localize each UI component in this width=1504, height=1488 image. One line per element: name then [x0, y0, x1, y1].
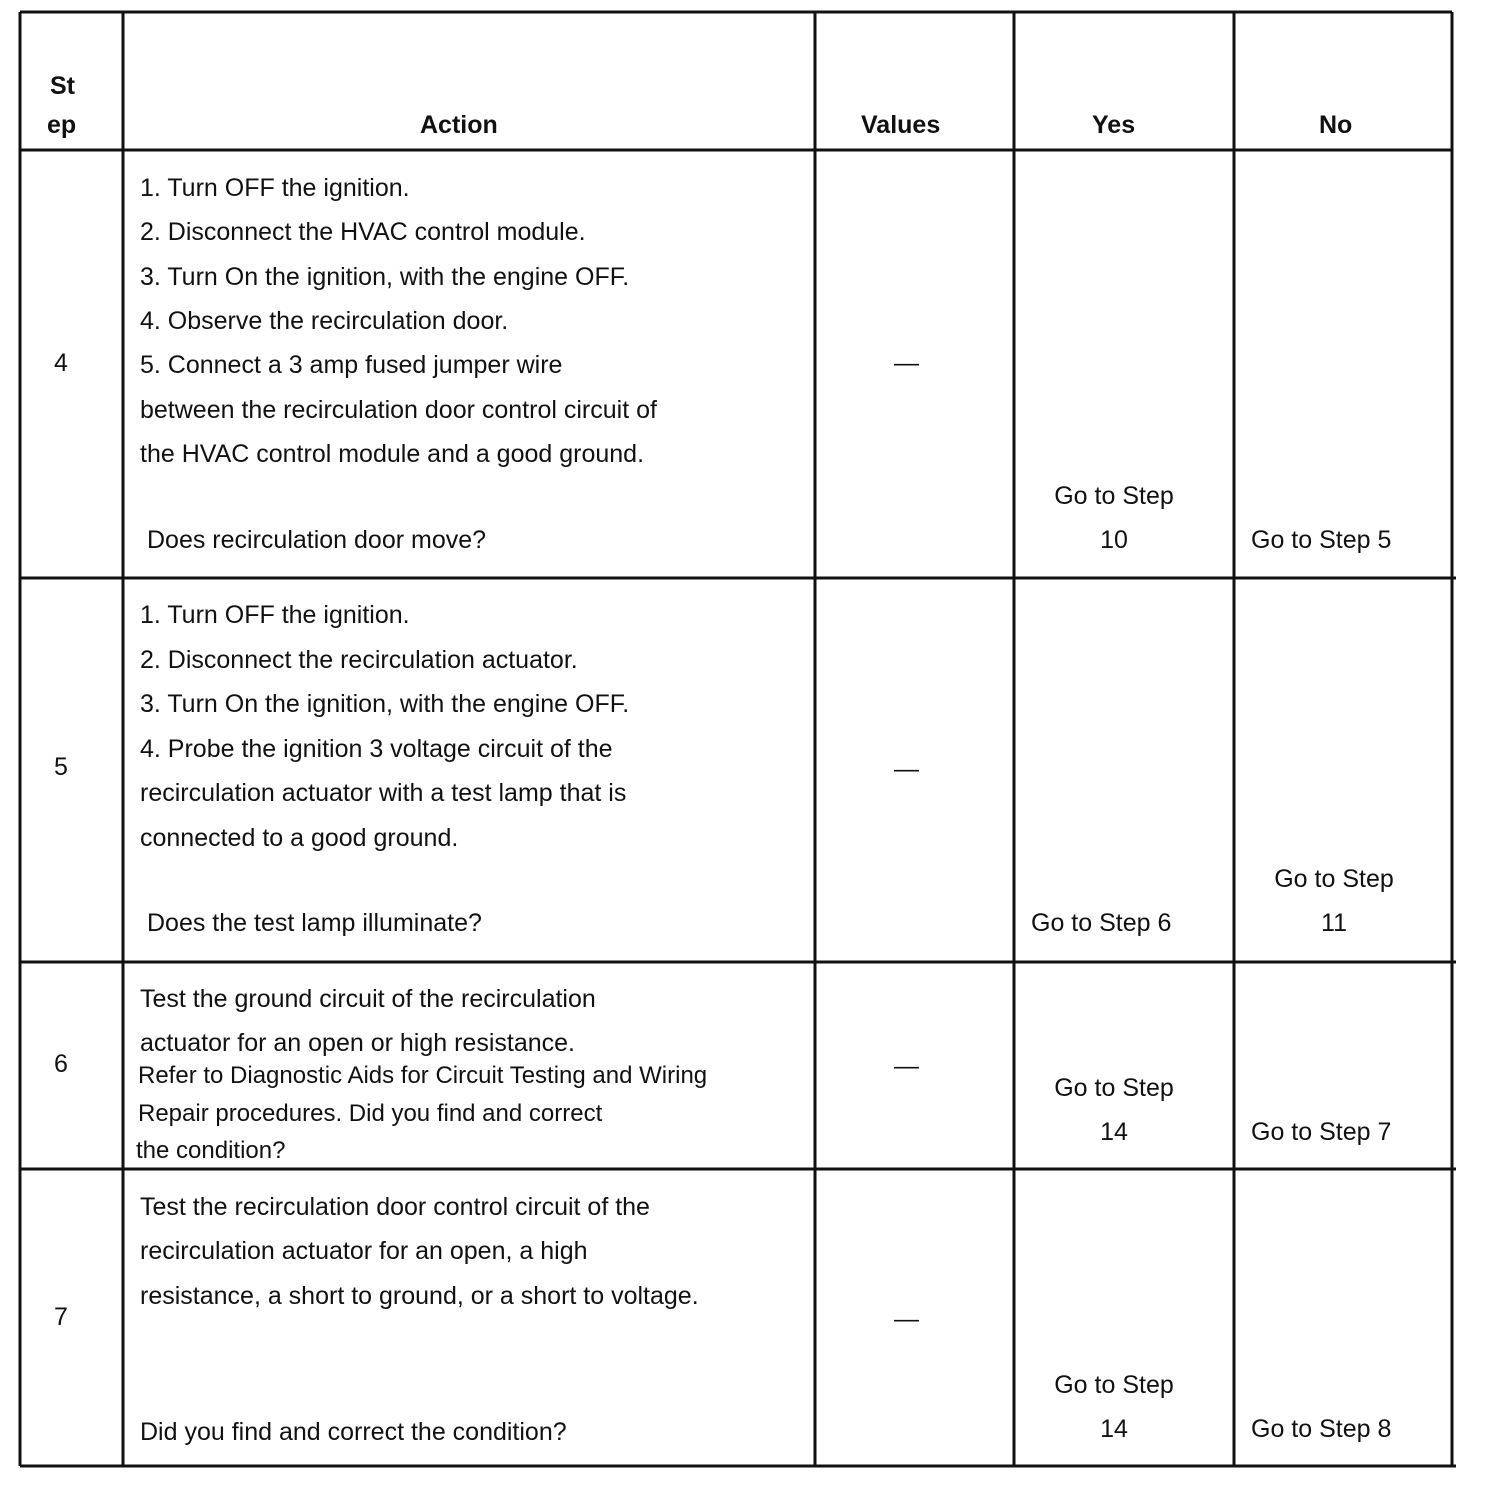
step-number: 7	[54, 1303, 68, 1331]
action-line: 2. Disconnect the recirculation actuator.	[140, 646, 578, 674]
header-no: No	[1319, 111, 1353, 139]
no-line: Go to Step	[1274, 865, 1394, 893]
action-line: actuator for an open or high resistance.	[140, 1029, 575, 1057]
action-line: 3. Turn On the ignition, with the engine OFF.	[140, 690, 630, 718]
yes-line: 14	[1100, 1118, 1128, 1146]
step-number: 6	[54, 1050, 68, 1078]
action-line: recirculation actuator with a test lamp that is	[140, 779, 627, 807]
action-line: resistance, a short to ground, or a short to voltage.	[140, 1282, 699, 1310]
header-action: Action	[420, 111, 498, 139]
value-dash: —	[894, 349, 919, 377]
action-line: Refer to Diagnostic Aids for Circuit Testing and Wiring	[138, 1062, 708, 1089]
yes-link[interactable]	[1014, 481, 1214, 569]
action-line: Repair procedures. Did you find and correct	[138, 1100, 603, 1127]
action-line: 1. Turn OFF the ignition.	[140, 601, 410, 629]
action-line: between the recirculation door control circuit of	[140, 396, 657, 424]
action-question: Does recirculation door move?	[147, 526, 487, 554]
action-line: 2. Disconnect the HVAC control module.	[140, 218, 586, 246]
step-number: 4	[54, 349, 68, 377]
action-line: 1. Turn OFF the ignition.	[140, 174, 410, 202]
action-question: Did you find and correct the condition?	[140, 1418, 567, 1446]
action-line: recirculation actuator for an open, a high	[140, 1237, 588, 1265]
value-dash: —	[894, 1305, 919, 1333]
header-yes: Yes	[1092, 111, 1136, 139]
yes-line: 10	[1100, 526, 1128, 554]
yes-link[interactable]: Go to Step 6	[1031, 909, 1172, 937]
header-step-line1: St	[50, 72, 75, 100]
action-line: 4. Observe the recirculation door.	[140, 307, 509, 335]
action-question: Does the test lamp illuminate?	[147, 909, 482, 937]
action-line: connected to a good ground.	[140, 824, 459, 852]
action-line: 5. Connect a 3 amp fused jumper wire	[140, 351, 563, 379]
header-values: Values	[861, 111, 941, 139]
header-step-line2: ep	[47, 111, 77, 139]
yes-link[interactable]	[1014, 1073, 1214, 1161]
no-line: 11	[1321, 909, 1347, 937]
action-line: Test the recirculation door control circuit of the	[140, 1193, 650, 1221]
value-dash: —	[894, 755, 919, 783]
step-number: 5	[54, 753, 68, 781]
yes-line: Go to Step	[1054, 1371, 1174, 1399]
no-link[interactable]: Go to Step 5	[1251, 526, 1392, 554]
action-line: the HVAC control module and a good ground.	[140, 440, 645, 468]
yes-line: Go to Step	[1054, 482, 1174, 510]
no-link[interactable]	[1234, 864, 1434, 952]
action-line: 4. Probe the ignition 3 voltage circuit of the	[140, 735, 613, 763]
action-line: the condition?	[136, 1137, 286, 1164]
yes-link[interactable]	[1014, 1370, 1214, 1458]
no-link[interactable]: Go to Step 7	[1251, 1118, 1392, 1146]
yes-line: 14	[1100, 1415, 1128, 1443]
action-line: 3. Turn On the ignition, with the engine OFF.	[140, 263, 630, 291]
value-dash: —	[894, 1052, 919, 1080]
no-link[interactable]: Go to Step 8	[1251, 1415, 1392, 1443]
action-line: Test the ground circuit of the recirculation	[140, 985, 596, 1013]
yes-line: Go to Step	[1054, 1074, 1174, 1102]
